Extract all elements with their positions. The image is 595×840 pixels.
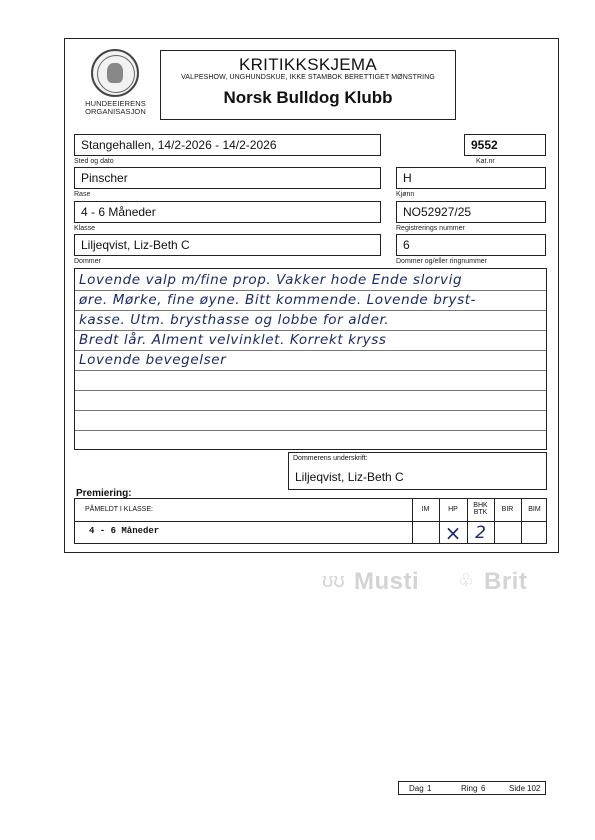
critique-line: Lovende bevegelser: [79, 352, 227, 368]
ring-number-field[interactable]: 6: [396, 234, 546, 256]
sex-label: Kjønn: [396, 191, 415, 198]
grading-title: Premiering:: [76, 488, 132, 499]
grade-col-bir: BIR: [501, 506, 514, 513]
grade-col-bhk-btk: BHK BTK: [473, 502, 488, 516]
sponsor-musti: Musti: [354, 568, 420, 595]
brit-dog-icon: ♧: [458, 570, 475, 590]
day-label: Dag: [409, 784, 424, 793]
signature-label: Dommerens underskrift:: [293, 455, 368, 462]
grade-col-im: IM: [421, 506, 430, 513]
catalog-number-field[interactable]: 9552: [464, 134, 546, 156]
class-header: PÅMELDT I KLASSE:: [85, 506, 153, 513]
venue-date-label: Sted og dato: [74, 158, 114, 165]
page-footer: [398, 781, 546, 795]
logo-text-line2: ORGANISASJON: [85, 107, 146, 116]
entered-class-value: 4 - 6 Måneder: [89, 526, 160, 536]
critique-line: øre. Mørke, fine øyne. Bitt kommende. Lovende bryst-: [79, 292, 477, 308]
musti-paw-icon: ʊʊ: [322, 570, 345, 592]
registration-number-label: Registrerings nummer: [396, 225, 465, 232]
critique-line: kasse. Utm. brysthasse og lobbe for alder.: [79, 312, 390, 328]
club-name: Norsk Bulldog Klubb: [223, 88, 393, 107]
hp-checkmark[interactable]: ×: [444, 521, 462, 545]
signature-value: Liljeqvist, Liz-Beth C: [295, 470, 404, 484]
breed-field[interactable]: Pinscher: [74, 167, 381, 189]
critique-line: Bredt lår. Alment velvinklet. Korrekt kryss: [79, 332, 387, 348]
ring-value: 6: [481, 784, 486, 793]
class-label: Klasse: [74, 225, 96, 232]
judge-field[interactable]: Liljeqvist, Liz-Beth C: [74, 234, 381, 256]
form-subtitle: VALPESHOW, UNGHUNDSKUE, IKKE STAMBOK BERETTIGET MØNSTRING: [181, 74, 435, 81]
grade-col-hp: HP: [448, 506, 458, 513]
critique-area[interactable]: [74, 268, 547, 450]
side-value: 102: [527, 784, 541, 793]
venue-date-field[interactable]: Stangehallen, 14/2-2026 - 14/2-2026: [74, 134, 381, 156]
sponsor-brit: Brit: [484, 568, 528, 595]
grade-col-bim: BIM: [528, 506, 541, 513]
ring-label: Ring: [461, 784, 478, 793]
critique-line: Lovende valp m/fine prop. Vakker hode Ende slorvig: [79, 272, 463, 288]
title-box: [160, 50, 456, 120]
sex-field[interactable]: H: [396, 167, 546, 189]
logo-text-line1: HUNDEEIERENS: [85, 99, 146, 108]
catalog-number-label: Kat.nr: [476, 158, 495, 165]
form-title: KRITIKKSKJEMA: [238, 55, 378, 74]
bhk-placement-mark[interactable]: 2: [475, 523, 486, 543]
ring-number-label: Dommer og/eller ringnummer: [396, 258, 488, 265]
kennel-club-seal-icon: [91, 49, 139, 97]
side-label: Side: [509, 784, 526, 793]
grading-table: [74, 498, 547, 544]
judge-signature-box[interactable]: [288, 452, 547, 490]
judge-label: Dommer: [74, 258, 101, 265]
class-field[interactable]: 4 - 6 Måneder: [74, 201, 381, 223]
day-value: 1: [427, 784, 432, 793]
breed-label: Rase: [74, 191, 91, 198]
organization-logo: [74, 48, 157, 120]
registration-number-field[interactable]: NO52927/25: [396, 201, 546, 223]
